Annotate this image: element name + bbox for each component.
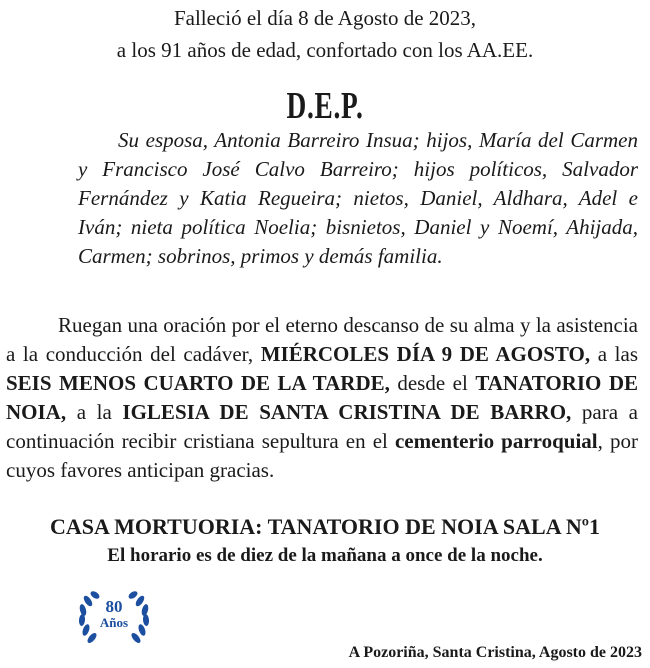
casa-mortuoria: CASA MORTUORIA: TANATORIO DE NOIA SALA Nº1	[49, 514, 601, 539]
prayer-cemetery: cementerio parroquial	[394, 429, 598, 453]
prayer-origin: TANATORIO DE NOIA,	[6, 371, 638, 424]
prayer-text-1: Ruegan una oración por el eterno descanso de su alma y la asistencia a la conducción del cadáver,	[6, 313, 638, 366]
prayer-paragraph	[6, 311, 638, 485]
prayer-text-3: desde el	[389, 371, 476, 395]
prayer-text-6: , por cuyos favores anticipan gracias.	[6, 429, 639, 482]
prayer-date: MIÉRCOLES DÍA 9 DE AGOSTO,	[260, 342, 591, 366]
footer-place-date	[322, 632, 642, 661]
death-age-line: a los 91 años de edad, confortado con los AA.EE.	[116, 38, 534, 62]
emblem-number: 80	[105, 597, 123, 616]
anniversary-emblem	[74, 590, 154, 650]
prayer-text-4: a la	[66, 400, 123, 424]
family-paragraph: Su esposa, Antonia Barreiro Insua; hijos, María del Carmen y Francisco José Calvo Barreiro; hijos políticos, Salvador Fernández y Katia Regueira; nietos, Daniel, Aldhara, Adel e Iván; nieta política Noelia; bisnietos, Daniel y Noemí, Ahijada, Carmen; sobrinos, primos y demás familia.	[78, 128, 638, 268]
dep-heading: D.E.P.	[286, 85, 364, 127]
death-date-line: Falleció el día 8 de Agosto de 2023,	[173, 6, 477, 30]
horario-line: El horario es de diez de la mañana a once de la noche.	[107, 545, 543, 566]
prayer-church: IGLESIA DE SANTA CRISTINA DE BARRO,	[122, 400, 572, 424]
prayer-text-5: para a continuación recibir cristiana sepultura en el	[6, 400, 638, 453]
prayer-time: SEIS MENOS CUARTO DE LA TARDE,	[6, 371, 390, 395]
emblem-word: Años	[99, 615, 129, 630]
footer-text: A Pozoriña, Santa Cristina, Agosto de 2023	[348, 644, 642, 661]
prayer-text-2: a las	[590, 342, 638, 366]
